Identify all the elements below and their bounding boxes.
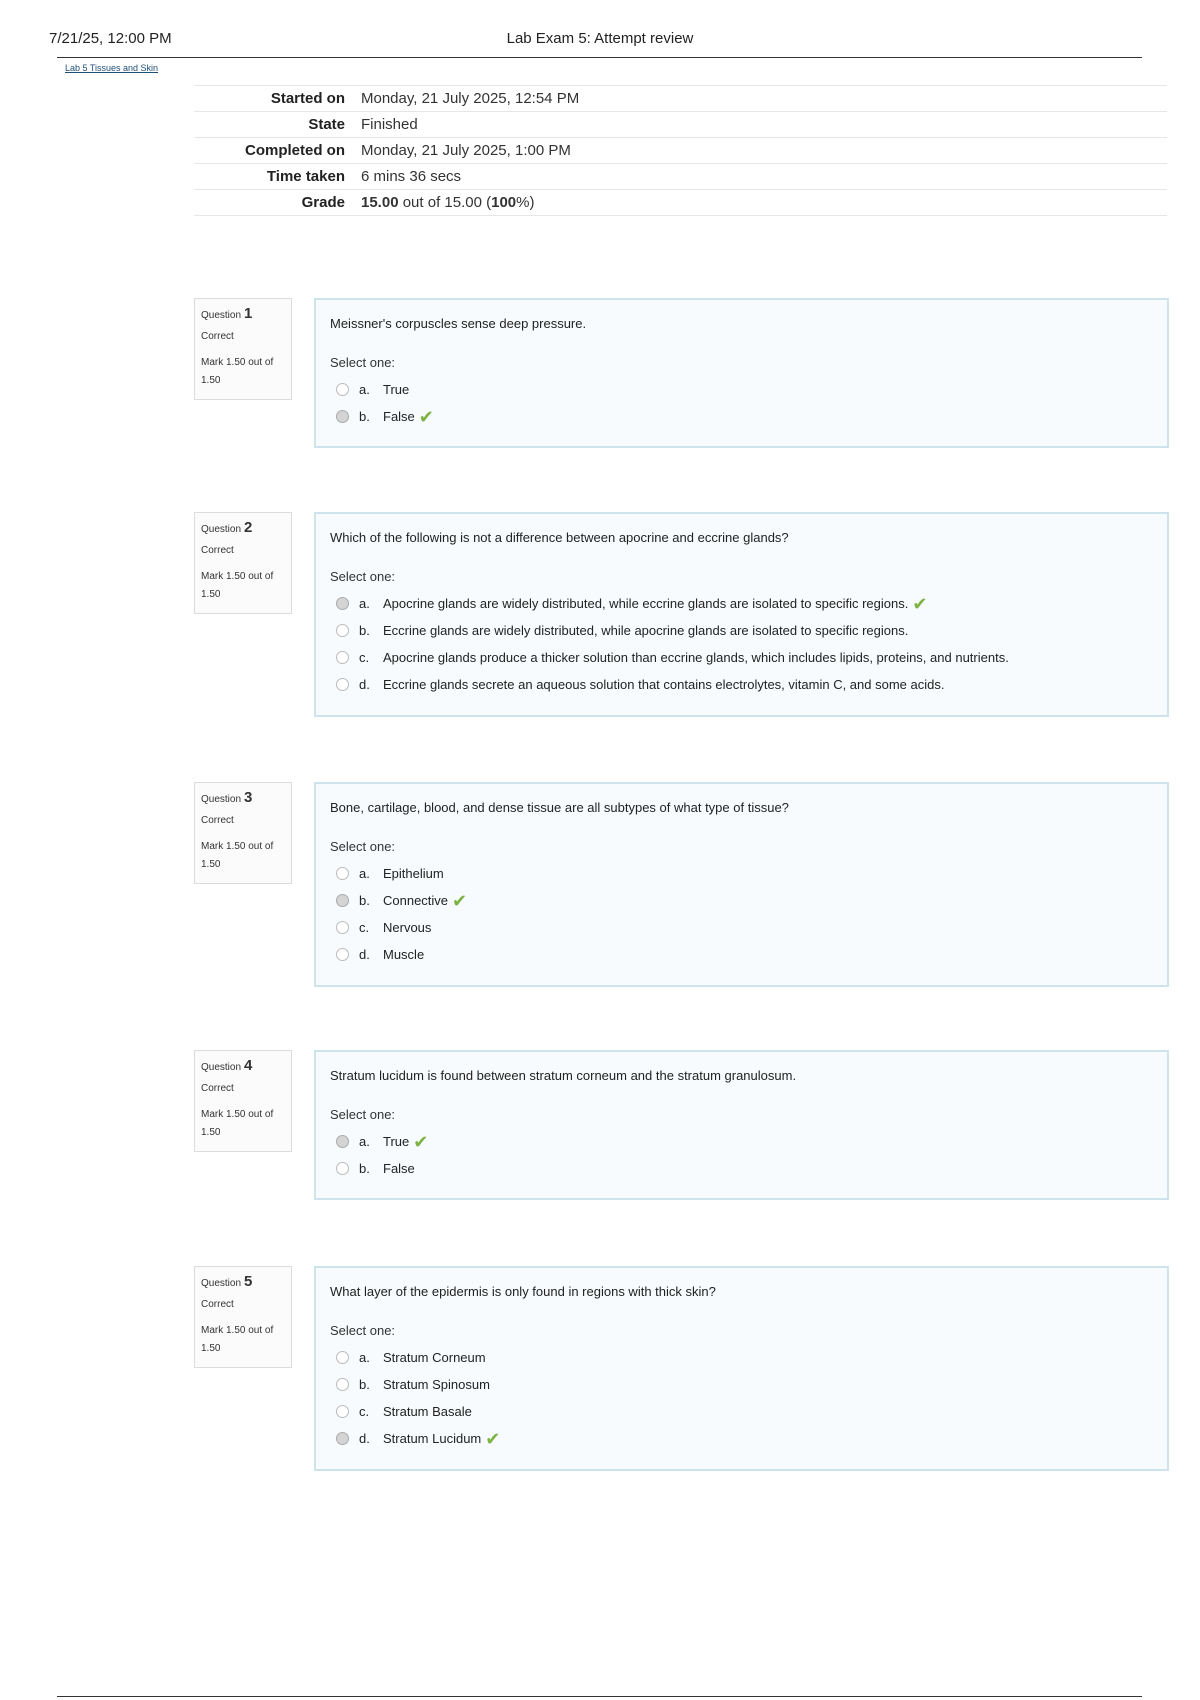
radio-button[interactable] — [336, 651, 349, 664]
question-mark — [201, 838, 285, 874]
question-content — [314, 298, 1169, 448]
page-header-title: Lab Exam 5: Attempt review — [506, 30, 694, 47]
question-number: 3 — [244, 789, 253, 806]
summary-label: Started on — [194, 86, 361, 112]
question-info-panel — [194, 512, 292, 614]
check-icon: ✔ — [418, 406, 434, 427]
question-heading — [201, 1057, 285, 1074]
option-letter: a. — [359, 1134, 370, 1149]
option-letter: c. — [359, 920, 370, 935]
summary-value: Monday, 21 July 2025, 1:00 PM — [361, 138, 1167, 164]
question-mark — [201, 1322, 285, 1358]
page-header-date: 7/21/25, 12:00 PM — [49, 30, 172, 47]
option-text: Eccrine glands secrete an aqueous solution that contains electrolytes, vitamin C, and some acids. — [383, 677, 945, 692]
question-info-panel — [194, 1050, 292, 1152]
question-info-panel — [194, 782, 292, 884]
question-heading — [201, 519, 285, 536]
option-letter: a. — [359, 1350, 370, 1365]
question-number: 1 — [244, 305, 253, 322]
question-text: Meissner's corpuscles sense deep pressure. — [330, 316, 587, 331]
answer-option[interactable] — [330, 1425, 1153, 1452]
radio-button[interactable] — [336, 597, 349, 610]
select-one-prompt: Select one: — [330, 1323, 396, 1338]
answer-option[interactable] — [330, 1155, 1153, 1182]
option-text: Eccrine glands are widely distributed, while apocrine glands are isolated to specific regions. — [383, 623, 909, 638]
question-text: Stratum lucidum is found between stratum corneum and the stratum granulosum. — [330, 1068, 797, 1083]
summary-label: State — [194, 112, 361, 138]
answer-option[interactable] — [330, 941, 1153, 968]
answer-option[interactable] — [330, 590, 1153, 617]
radio-button[interactable] — [336, 383, 349, 396]
option-letter: b. — [359, 893, 370, 908]
select-one-prompt: Select one: — [330, 1107, 396, 1122]
question-text: What layer of the epidermis is only found in regions with thick skin? — [330, 1284, 716, 1299]
option-letter: c. — [359, 1404, 370, 1419]
radio-button[interactable] — [336, 1351, 349, 1364]
answer-option[interactable] — [330, 617, 1153, 644]
mark-line: 1.50 — [201, 1343, 221, 1354]
question-heading — [201, 789, 285, 806]
radio-button[interactable] — [336, 1378, 349, 1391]
answer-option[interactable] — [330, 1128, 1153, 1155]
question-text: Which of the following is not a difference between apocrine and eccrine glands? — [330, 530, 789, 545]
summary-label: Completed on — [194, 138, 361, 164]
question-content — [314, 512, 1169, 717]
radio-button[interactable] — [336, 867, 349, 880]
question-number: 4 — [244, 1057, 253, 1074]
question-heading — [201, 1273, 285, 1290]
option-letter: a. — [359, 382, 370, 397]
check-icon: ✔ — [485, 1428, 501, 1449]
question-mark — [201, 1106, 285, 1142]
mark-line: Mark 1.50 out of — [201, 841, 274, 852]
summary-value: Finished — [361, 112, 1167, 138]
radio-button[interactable] — [336, 678, 349, 691]
option-letter: a. — [359, 596, 370, 611]
answer-option[interactable] — [330, 403, 1153, 430]
question-info-panel — [194, 1266, 292, 1368]
summary-value: 6 mins 36 secs — [361, 164, 1167, 190]
option-letter: b. — [359, 623, 370, 638]
question-state: Correct — [201, 331, 234, 342]
mark-line: 1.50 — [201, 375, 221, 386]
option-letter: d. — [359, 677, 370, 692]
mark-line: Mark 1.50 out of — [201, 1325, 274, 1336]
mark-line: 1.50 — [201, 1127, 221, 1138]
summary-row-started — [194, 86, 1167, 112]
grade-score: 15.00 — [361, 194, 399, 211]
summary-row-completed — [194, 138, 1167, 164]
option-letter: b. — [359, 409, 370, 424]
question-state: Correct — [201, 1299, 234, 1310]
attempt-summary-table — [194, 85, 1167, 216]
summary-row-time — [194, 164, 1167, 190]
breadcrumb-link[interactable]: Lab 5 Tissues and Skin — [65, 63, 159, 73]
option-letter: d. — [359, 1431, 370, 1446]
question-label: Question — [201, 794, 242, 805]
question-label: Question — [201, 524, 242, 535]
radio-button[interactable] — [336, 948, 349, 961]
option-letter: c. — [359, 650, 370, 665]
question-state: Correct — [201, 545, 234, 556]
summary-row-grade — [194, 190, 1167, 216]
radio-button[interactable] — [336, 894, 349, 907]
answer-option[interactable] — [330, 1398, 1153, 1425]
option-letter: b. — [359, 1161, 370, 1176]
option-letter: a. — [359, 866, 370, 881]
question-number: 2 — [244, 519, 253, 536]
question-text: Bone, cartilage, blood, and dense tissue are all subtypes of what type of tissue? — [330, 800, 789, 815]
option-letter: b. — [359, 1377, 370, 1392]
option-text: Epithelium — [383, 866, 444, 881]
question-state: Correct — [201, 815, 234, 826]
question-label: Question — [201, 1062, 242, 1073]
answer-option[interactable] — [330, 1371, 1153, 1398]
mark-line: 1.50 — [201, 859, 221, 870]
radio-button[interactable] — [336, 1432, 349, 1445]
option-text: False — [383, 1161, 415, 1176]
option-text: Stratum Lucidum — [383, 1431, 482, 1446]
answer-option[interactable] — [330, 644, 1153, 671]
mark-line: Mark 1.50 out of — [201, 1109, 274, 1120]
option-text: Stratum Spinosum — [383, 1377, 490, 1392]
mark-line: 1.50 — [201, 589, 221, 600]
select-one-prompt: Select one: — [330, 569, 396, 584]
radio-button[interactable] — [336, 410, 349, 423]
mark-line: Mark 1.50 out of — [201, 357, 274, 368]
question-content — [314, 1266, 1169, 1471]
answer-option[interactable] — [330, 914, 1153, 941]
summary-row-state — [194, 112, 1167, 138]
summary-label: Time taken — [194, 164, 361, 190]
question-mark — [201, 568, 285, 604]
option-text: Muscle — [383, 947, 425, 962]
summary-label: Grade — [194, 190, 361, 216]
radio-button[interactable] — [336, 921, 349, 934]
question-mark — [201, 354, 285, 390]
question-heading — [201, 305, 285, 322]
footer-divider — [57, 1696, 1142, 1697]
option-text: Stratum Basale — [383, 1404, 472, 1419]
question-content — [314, 1050, 1169, 1200]
option-text: True — [383, 382, 410, 397]
answer-option[interactable] — [330, 860, 1153, 887]
question-info-panel — [194, 298, 292, 400]
question-state: Correct — [201, 1083, 234, 1094]
header-divider — [57, 57, 1142, 58]
check-icon: ✔ — [912, 593, 928, 614]
radio-button[interactable] — [336, 1405, 349, 1418]
check-icon: ✔ — [452, 890, 468, 911]
check-icon: ✔ — [413, 1131, 429, 1152]
question-label: Question — [201, 1278, 242, 1289]
radio-button[interactable] — [336, 1135, 349, 1148]
answer-option[interactable] — [330, 1344, 1153, 1371]
question-content — [314, 782, 1169, 987]
select-one-prompt: Select one: — [330, 355, 396, 370]
option-text: Nervous — [383, 920, 432, 935]
grade-value — [361, 190, 1167, 216]
option-text: Apocrine glands produce a thicker solution than eccrine glands, which includes lipids, proteins, and nutrients. — [383, 650, 1009, 665]
mark-line: Mark 1.50 out of — [201, 571, 274, 582]
answer-option[interactable] — [330, 671, 1153, 698]
summary-value: Monday, 21 July 2025, 12:54 PM — [361, 86, 1167, 112]
grade-percent: 100 — [491, 194, 517, 211]
answer-option[interactable] — [330, 376, 1153, 403]
grade-close: %) — [516, 194, 535, 211]
question-number: 5 — [244, 1273, 253, 1290]
question-label: Question — [201, 310, 242, 321]
select-one-prompt: Select one: — [330, 839, 396, 854]
option-text: Apocrine glands are widely distributed, while eccrine glands are isolated to specific regions. — [383, 596, 909, 611]
grade-out-of: out of 15.00 ( — [398, 194, 492, 211]
option-text: True — [383, 1134, 410, 1149]
answer-option[interactable] — [330, 887, 1153, 914]
option-letter: d. — [359, 947, 370, 962]
option-text: Stratum Corneum — [383, 1350, 486, 1365]
radio-button[interactable] — [336, 1162, 349, 1175]
option-text: False — [383, 409, 415, 424]
radio-button[interactable] — [336, 624, 349, 637]
option-text: Connective — [383, 893, 449, 908]
